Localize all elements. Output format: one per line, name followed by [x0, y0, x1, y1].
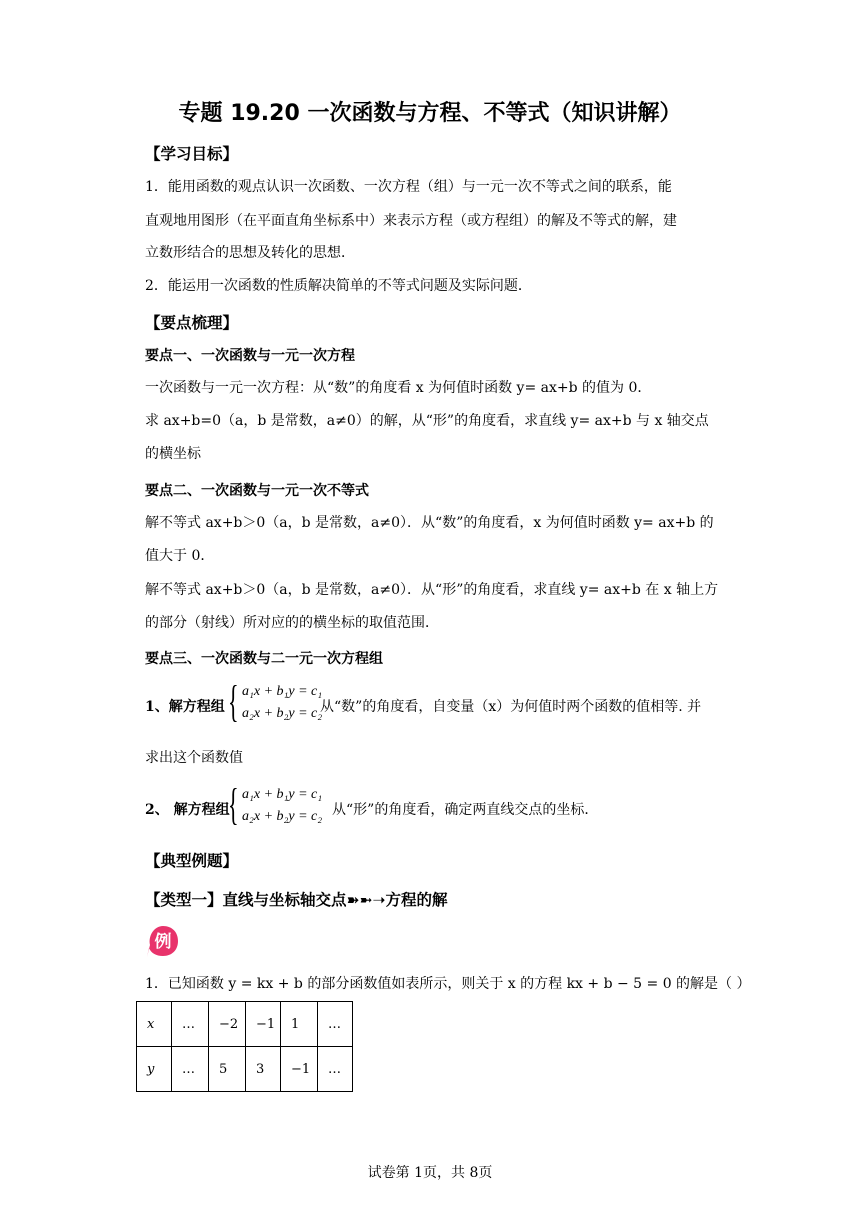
- objective-1-line-1: 1．能用函数的观点认识一次函数、一次方程（组）与一元一次不等式之间的联系，能: [145, 179, 672, 195]
- keypoint-2-line-1: 解不等式 ax+b＞0（a，b 是常数，a≠0）．从“数”的角度看，x 为何值时函数 y= ax+b 的: [145, 515, 714, 531]
- keypoint-3-item-1-suffix: 从“数”的角度看，自变量（x）为何值时两个函数的值相等. 并: [320, 699, 702, 715]
- table-cell: −2: [209, 1002, 246, 1047]
- keypoint-2-title: 要点二、一次函数与一元一次不等式: [145, 483, 369, 499]
- objective-1-line-2: 直观地用图形（在平面直角坐标系中）来表示方程（或方程组）的解及不等式的解，建: [145, 213, 677, 229]
- type-1-heading: 【类型一】直线与坐标轴交点➽➼➝方程的解: [145, 891, 448, 909]
- keypoints-heading: 【要点梳理】: [145, 314, 239, 332]
- keypoint-1-line-1: 一次函数与一元一次方程：从“数”的角度看 x 为何值时函数 y= ax+b 的值为 0．: [145, 380, 652, 396]
- page-title: 专题 19.20 一次函数与方程、不等式（知识讲解）: [178, 101, 682, 126]
- table-cell: …: [318, 1047, 353, 1092]
- table-cell: 1: [281, 1002, 318, 1047]
- keypoint-3-item-2-suffix: 从“形”的角度看，确定两直线交点的坐标．: [332, 802, 599, 818]
- badge-label: 例: [154, 932, 172, 952]
- page-footer: 试卷第 1页，共 8页: [367, 1165, 493, 1181]
- keypoint-3-item-1-line-2: 求出这个函数值: [145, 750, 243, 766]
- objective-1-line-3: 立数形结合的思想及转化的思想．: [145, 245, 355, 261]
- objective-2: 2．能运用一次函数的性质解决简单的不等式问题及实际问题．: [145, 278, 532, 294]
- table-cell: …: [172, 1047, 209, 1092]
- table-row: [137, 1002, 353, 1047]
- table-cell: −1: [246, 1002, 281, 1047]
- table-cell: x: [137, 1002, 172, 1047]
- table-row: [137, 1047, 353, 1092]
- example-badge-icon: [146, 924, 180, 958]
- keypoint-1-title: 要点一、一次函数与一元一次方程: [145, 348, 355, 364]
- values-table: [136, 1001, 353, 1092]
- table-cell: 5: [209, 1047, 246, 1092]
- equation-1: a₁x + b₁y = c₁: [242, 787, 323, 802]
- keypoint-1-line-2: 求 ax+b=0（a，b 是常数，a≠0）的解，从“形”的角度看，求直线 y= ax+b 与 x 轴交点: [145, 413, 709, 429]
- keypoint-3-title: 要点三、一次函数与二一元一次方程组: [145, 651, 383, 667]
- table-cell: 3: [246, 1047, 281, 1092]
- equation-2: a₂x + b₂y = c₂: [242, 809, 323, 824]
- table-cell: −1: [281, 1047, 318, 1092]
- table-cell: …: [318, 1002, 353, 1047]
- keypoint-2-line-4: 的部分（射线）所对应的的横坐标的取值范围．: [145, 615, 439, 631]
- objectives-heading: 【学习目标】: [145, 145, 239, 163]
- keypoint-1-line-3: 的横坐标: [145, 446, 201, 462]
- table-cell: …: [172, 1002, 209, 1047]
- keypoint-3-item-2-prefix: 2、 解方程组: [145, 802, 230, 818]
- keypoint-3-item-1-prefix: 1、解方程组: [145, 699, 225, 715]
- question-1: 1．已知函数 y = kx + b 的部分函数值如表所示，则关于 x 的方程 kx + b − 5 = 0 的解是（ ）: [145, 976, 751, 992]
- keypoint-2-line-2: 值大于 0．: [145, 548, 215, 564]
- brace-glyph: {: [228, 780, 239, 829]
- keypoint-2-line-3: 解不等式 ax+b＞0（a，b 是常数，a≠0）．从“形”的角度看，求直线 y= ax+b 在 x 轴上方: [145, 582, 719, 598]
- brace-glyph: {: [228, 677, 239, 726]
- examples-heading: 【典型例题】: [145, 852, 239, 870]
- equation-1: a₁x + b₁y = c₁: [242, 684, 323, 699]
- equation-2: a₂x + b₂y = c₂: [242, 706, 323, 721]
- table-cell: y: [137, 1047, 172, 1092]
